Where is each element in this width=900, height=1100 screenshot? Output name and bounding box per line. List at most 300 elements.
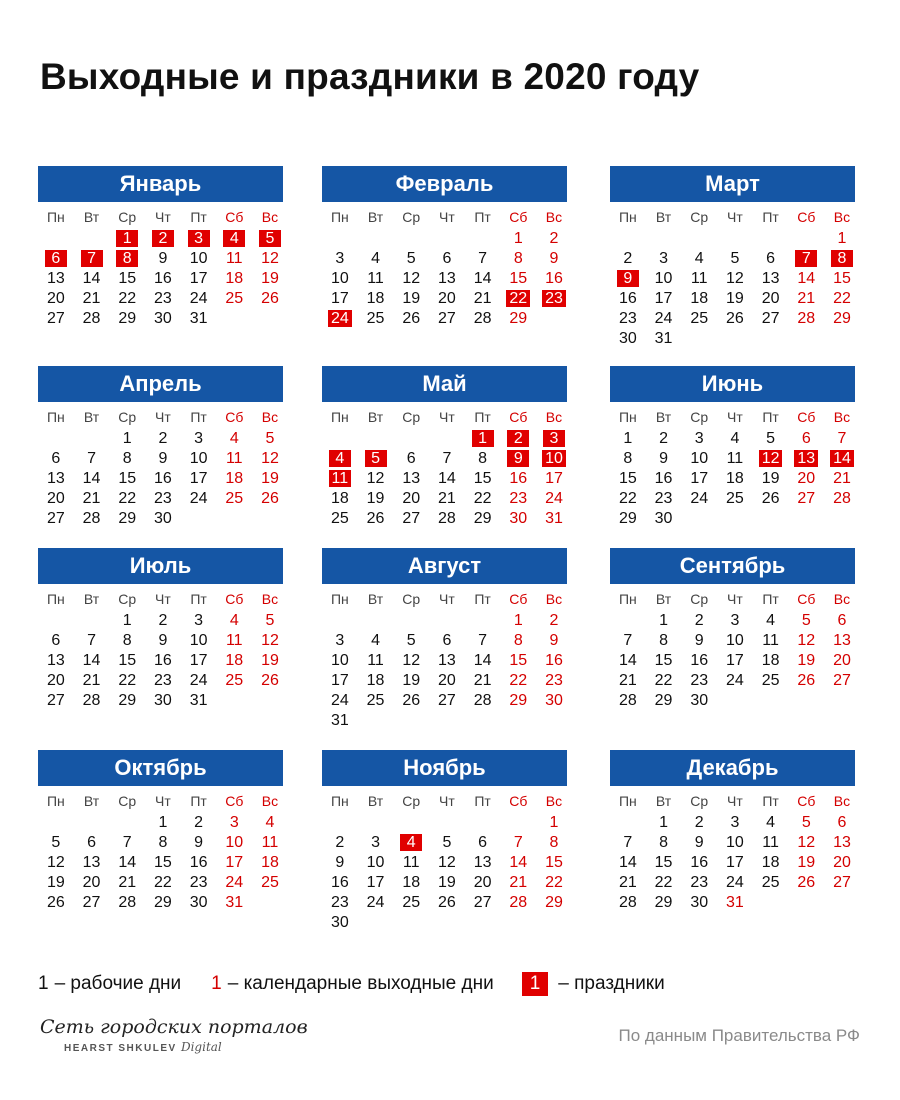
working-day — [465, 468, 501, 488]
working-day — [74, 288, 110, 308]
day-number: 30 — [330, 913, 349, 931]
day-number: 6 — [87, 833, 96, 851]
day-number: 23 — [154, 489, 172, 507]
day-number: 19 — [761, 469, 780, 487]
holiday-day — [610, 268, 646, 288]
empty-cell — [74, 228, 110, 248]
week-row — [610, 488, 855, 508]
working-day — [109, 872, 145, 892]
working-day — [181, 488, 217, 508]
working-day — [465, 892, 501, 912]
weekday-label: Ср — [402, 591, 421, 607]
weekend-day — [500, 268, 536, 288]
day-number: 3 — [730, 813, 740, 831]
day-number: 13 — [82, 853, 101, 871]
week-row — [322, 710, 567, 730]
day-number: 27 — [46, 509, 65, 527]
week-row — [38, 488, 283, 508]
working-day — [109, 508, 145, 528]
weekend-day — [216, 650, 252, 670]
working-day — [74, 852, 110, 872]
day-number: 26 — [46, 893, 65, 911]
week-row — [610, 872, 855, 892]
weekday-row — [610, 790, 855, 812]
working-day — [74, 832, 110, 852]
weekend-day — [500, 308, 536, 328]
legend — [38, 972, 665, 996]
day-number: 26 — [797, 873, 816, 891]
day-number: 22 — [654, 873, 673, 891]
day-number: 7 — [122, 833, 132, 851]
day-number: 27 — [402, 509, 421, 527]
week-row — [322, 268, 567, 288]
working-day — [145, 892, 181, 912]
week-row — [322, 650, 567, 670]
day-number: 4 — [694, 249, 704, 267]
day-number: 27 — [438, 309, 456, 327]
working-day — [717, 268, 753, 288]
day-number: 27 — [82, 893, 101, 911]
day-number: 15 — [654, 853, 673, 871]
weekend-day — [788, 630, 824, 650]
working-day — [74, 650, 110, 670]
working-day — [358, 650, 394, 670]
empty-cell — [465, 812, 501, 832]
weekday-label: Чт — [727, 209, 743, 225]
working-day — [358, 872, 394, 892]
weekday-label: Пт — [190, 209, 207, 225]
working-day — [610, 872, 646, 892]
week-row — [38, 610, 283, 630]
working-day — [145, 812, 181, 832]
working-day — [393, 488, 429, 508]
weekday-label: Вт — [367, 793, 384, 809]
day-number: 12 — [366, 469, 385, 487]
empty-cell — [646, 228, 682, 248]
working-day — [681, 610, 717, 630]
day-number: 8 — [831, 250, 853, 267]
day-number: 15 — [833, 269, 851, 287]
holiday-day — [788, 248, 824, 268]
working-day — [465, 690, 501, 710]
empty-cell — [429, 812, 465, 832]
day-number: 1 — [472, 430, 494, 447]
day-number: 12 — [759, 450, 783, 467]
working-day — [646, 852, 682, 872]
day-number: 21 — [82, 489, 101, 507]
working-day — [109, 670, 145, 690]
working-day — [74, 468, 110, 488]
empty-cell — [322, 428, 358, 448]
working-day — [465, 448, 501, 468]
weekday-label: Чт — [439, 209, 455, 225]
day-number: 26 — [366, 509, 385, 527]
working-day — [322, 710, 358, 730]
day-number: 25 — [261, 873, 279, 891]
weekend-day — [536, 268, 572, 288]
month-7 — [38, 548, 283, 710]
day-number: 22 — [118, 289, 137, 307]
empty-cell — [429, 428, 465, 448]
month-10 — [38, 750, 283, 912]
day-number: 30 — [154, 691, 172, 709]
weekday-row — [610, 206, 855, 228]
logo-sub-brand: HEARST SHKULEV — [64, 1043, 177, 1054]
day-number: 30 — [690, 893, 709, 911]
day-number: 21 — [82, 671, 101, 689]
day-number: 9 — [549, 631, 559, 649]
working-day — [753, 268, 789, 288]
empty-cell — [358, 428, 394, 448]
day-number: 1 — [116, 230, 138, 247]
day-number: 3 — [694, 429, 704, 447]
day-number: 23 — [330, 893, 349, 911]
working-day — [358, 248, 394, 268]
month-header: Март — [610, 166, 855, 202]
day-number: 4 — [766, 813, 776, 831]
weekday-label: Вт — [367, 409, 384, 425]
week-row — [38, 670, 283, 690]
month-5 — [322, 366, 567, 528]
working-day — [322, 630, 358, 650]
weekday-label: Вт — [83, 409, 100, 425]
day-number: 10 — [225, 833, 244, 851]
weekend-day — [252, 872, 288, 892]
day-number: 26 — [261, 289, 279, 307]
day-number: 4 — [229, 429, 239, 447]
weekday-label: Вс — [833, 409, 851, 425]
day-number: 18 — [761, 651, 780, 669]
week-row — [322, 288, 567, 308]
day-number: 22 — [118, 489, 137, 507]
weekday-label: Ср — [690, 209, 709, 225]
working-day — [358, 630, 394, 650]
working-day — [38, 852, 74, 872]
weekday-label: Сб — [797, 793, 816, 809]
weekday-label: Пт — [762, 793, 779, 809]
day-number: 12 — [797, 631, 816, 649]
working-day — [610, 328, 646, 348]
day-number: 3 — [335, 249, 345, 267]
day-number: 7 — [513, 833, 523, 851]
working-day — [393, 448, 429, 468]
weekday-label: Ср — [118, 209, 137, 225]
empty-cell — [109, 812, 145, 832]
weekend-day — [824, 630, 860, 650]
working-day — [610, 670, 646, 690]
working-day — [181, 812, 217, 832]
day-number: 12 — [438, 853, 456, 871]
day-number: 22 — [618, 489, 637, 507]
week-row — [38, 832, 283, 852]
working-day — [38, 630, 74, 650]
day-number: 28 — [797, 309, 816, 327]
working-day — [717, 308, 753, 328]
publisher-logo — [40, 1016, 308, 1054]
day-number: 17 — [189, 651, 208, 669]
working-day — [681, 448, 717, 468]
weekday-label: Пн — [330, 409, 349, 425]
day-number: 13 — [833, 631, 851, 649]
holiday-day — [536, 428, 572, 448]
day-number: 1 — [122, 429, 132, 447]
empty-cell — [500, 812, 536, 832]
working-day — [38, 872, 74, 892]
day-number: 30 — [654, 509, 673, 527]
working-day — [74, 630, 110, 650]
working-day — [717, 630, 753, 650]
working-day — [181, 308, 217, 328]
working-day — [753, 630, 789, 650]
day-number: 2 — [659, 429, 668, 447]
day-number: 22 — [473, 489, 492, 507]
working-day — [753, 650, 789, 670]
week-row — [610, 428, 855, 448]
day-number: 30 — [509, 509, 528, 527]
day-number: 28 — [82, 309, 101, 327]
working-day — [429, 690, 465, 710]
day-number: 17 — [225, 853, 244, 871]
day-number: 1 — [837, 229, 847, 247]
day-number: 25 — [366, 309, 385, 327]
weekday-label: Вс — [545, 591, 563, 607]
week-row — [610, 812, 855, 832]
week-row — [322, 428, 567, 448]
day-number: 4 — [229, 611, 239, 629]
day-number: 23 — [509, 489, 528, 507]
weekend-day — [252, 248, 288, 268]
day-number: 28 — [82, 509, 101, 527]
day-number: 4 — [371, 631, 380, 649]
month-3 — [610, 166, 855, 348]
day-number: 3 — [188, 230, 210, 247]
week-row — [322, 610, 567, 630]
week-row — [38, 268, 283, 288]
weekend-day — [536, 248, 572, 268]
logo-main-text: Сеть городских порталов — [40, 1016, 308, 1038]
day-number: 31 — [330, 711, 349, 729]
working-day — [717, 468, 753, 488]
day-number: 4 — [223, 230, 245, 247]
holiday-day — [74, 248, 110, 268]
weekend-day — [824, 832, 860, 852]
day-number: 23 — [189, 873, 208, 891]
day-number: 1 — [549, 813, 559, 831]
working-day — [38, 832, 74, 852]
working-day — [465, 872, 501, 892]
day-number: 10 — [690, 449, 709, 467]
working-day — [753, 832, 789, 852]
working-day — [717, 872, 753, 892]
legend-holiday-text: – праздники — [558, 973, 665, 994]
weekday-label: Вс — [545, 793, 563, 809]
day-number: 26 — [402, 691, 421, 709]
day-number: 11 — [762, 833, 779, 851]
week-row — [322, 690, 567, 710]
day-number: 16 — [330, 873, 349, 891]
working-day — [610, 892, 646, 912]
weekend-day — [824, 812, 860, 832]
working-day — [429, 468, 465, 488]
empty-cell — [358, 610, 394, 630]
working-day — [393, 288, 429, 308]
day-number: 27 — [438, 691, 456, 709]
week-row — [38, 812, 283, 832]
day-number: 7 — [623, 833, 633, 851]
working-day — [753, 610, 789, 630]
week-row — [322, 508, 567, 528]
working-day — [358, 832, 394, 852]
day-number: 15 — [118, 269, 137, 287]
day-number: 23 — [545, 671, 563, 689]
week-row — [322, 308, 567, 328]
working-day — [429, 872, 465, 892]
weekday-row — [322, 206, 567, 228]
working-day — [393, 690, 429, 710]
day-number: 22 — [509, 671, 528, 689]
weekday-label: Сб — [225, 409, 244, 425]
day-number: 21 — [438, 489, 456, 507]
day-number: 19 — [261, 469, 279, 487]
working-day — [38, 508, 74, 528]
day-number: 17 — [189, 469, 208, 487]
working-day — [646, 448, 682, 468]
day-number: 15 — [654, 651, 673, 669]
weekday-row — [610, 588, 855, 610]
day-number: 3 — [543, 430, 565, 447]
day-number: 29 — [509, 309, 528, 327]
day-number: 17 — [690, 469, 709, 487]
day-number: 7 — [478, 631, 488, 649]
weekday-label: Пн — [618, 793, 637, 809]
day-number: 18 — [726, 469, 744, 487]
day-number: 24 — [330, 691, 349, 709]
working-day — [74, 892, 110, 912]
week-row — [322, 630, 567, 650]
day-number: 24 — [189, 671, 208, 689]
day-number: 16 — [690, 651, 709, 669]
day-number: 15 — [118, 469, 137, 487]
day-number: 2 — [152, 230, 174, 247]
working-day — [681, 468, 717, 488]
working-day — [358, 488, 394, 508]
day-number: 19 — [46, 873, 65, 891]
working-day — [393, 630, 429, 650]
day-number: 9 — [158, 249, 168, 267]
day-number: 16 — [509, 469, 528, 487]
day-number: 28 — [509, 893, 528, 911]
day-number: 16 — [189, 853, 208, 871]
weekday-label: Ср — [118, 409, 137, 425]
day-number: 22 — [154, 873, 172, 891]
day-number: 8 — [513, 249, 523, 267]
weekday-label: Пт — [474, 209, 491, 225]
weekend-day — [536, 650, 572, 670]
weekend-day — [788, 650, 824, 670]
holiday-day — [824, 448, 860, 468]
weekend-day — [216, 468, 252, 488]
day-number: 20 — [82, 873, 101, 891]
day-number: 25 — [761, 671, 780, 689]
weekday-label: Вс — [545, 409, 563, 425]
working-day — [145, 650, 181, 670]
working-day — [753, 488, 789, 508]
day-number: 5 — [406, 249, 416, 267]
working-day — [429, 288, 465, 308]
weekend-day — [536, 610, 572, 630]
working-day — [358, 468, 394, 488]
day-number: 2 — [549, 229, 559, 247]
empty-cell — [322, 812, 358, 832]
weekend-day — [252, 468, 288, 488]
weekday-label: Пт — [190, 793, 207, 809]
day-number: 26 — [261, 671, 279, 689]
day-number: 17 — [330, 671, 349, 689]
day-number: 20 — [46, 289, 65, 307]
day-number: 24 — [690, 489, 709, 507]
day-number: 13 — [438, 269, 456, 287]
working-day — [681, 690, 717, 710]
day-number: 6 — [51, 631, 61, 649]
day-number: 5 — [766, 429, 776, 447]
empty-cell — [788, 228, 824, 248]
working-day — [429, 832, 465, 852]
working-day — [465, 630, 501, 650]
day-number: 9 — [617, 270, 639, 287]
working-day — [610, 248, 646, 268]
day-number: 2 — [694, 813, 704, 831]
weekend-day — [824, 288, 860, 308]
working-day — [753, 308, 789, 328]
week-row — [38, 428, 283, 448]
week-row — [610, 328, 855, 348]
day-number: 2 — [158, 611, 168, 629]
day-number: 19 — [438, 873, 456, 891]
day-number: 16 — [545, 651, 563, 669]
working-day — [109, 650, 145, 670]
day-number: 12 — [261, 631, 279, 649]
empty-cell — [610, 610, 646, 630]
weekend-day — [500, 468, 536, 488]
day-number: 23 — [542, 290, 566, 307]
weekend-day — [500, 228, 536, 248]
empty-cell — [610, 228, 646, 248]
day-number: 20 — [46, 489, 65, 507]
day-number: 9 — [507, 450, 529, 467]
weekend-day — [500, 650, 536, 670]
day-number: 20 — [402, 489, 421, 507]
weekend-day — [536, 872, 572, 892]
weekday-label: Пн — [618, 591, 637, 607]
day-number: 1 — [513, 611, 523, 629]
working-day — [610, 308, 646, 328]
day-number: 15 — [509, 269, 528, 287]
day-number: 21 — [509, 873, 528, 891]
working-day — [181, 690, 217, 710]
working-day — [393, 650, 429, 670]
day-number: 17 — [545, 469, 563, 487]
day-number: 30 — [154, 309, 172, 327]
month-header: Январь — [38, 166, 283, 202]
week-row — [322, 228, 567, 248]
working-day — [38, 650, 74, 670]
working-day — [429, 630, 465, 650]
day-number: 23 — [154, 289, 172, 307]
day-number: 3 — [335, 631, 345, 649]
working-day — [610, 852, 646, 872]
weekday-label: Чт — [155, 591, 171, 607]
weekday-label: Чт — [155, 409, 171, 425]
